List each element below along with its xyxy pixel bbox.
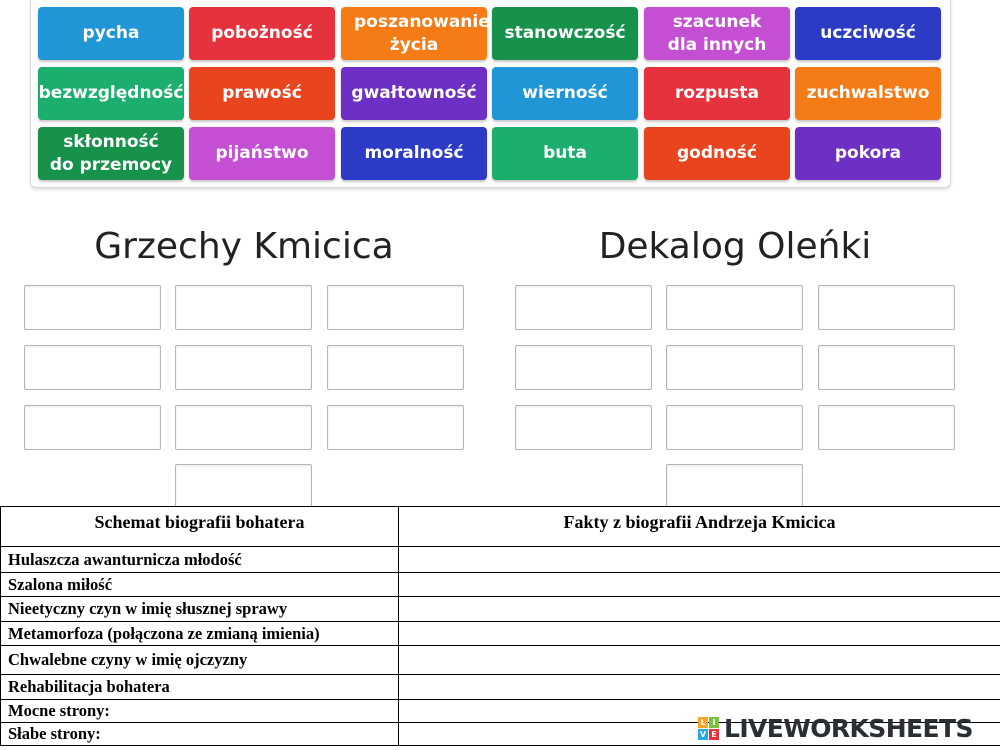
tile-label: uczciwość bbox=[820, 23, 916, 43]
tile-wiernosc[interactable] bbox=[492, 67, 638, 120]
row-label: Mocne strony: bbox=[1, 700, 399, 723]
fact-input-cell[interactable] bbox=[399, 597, 1000, 622]
tile-label: prawość bbox=[222, 83, 302, 103]
tile-label: skłonność do przemocy bbox=[49, 131, 173, 175]
tile-uczciwosc[interactable] bbox=[795, 7, 941, 60]
table-row bbox=[1, 675, 1000, 700]
tile-pycha[interactable] bbox=[38, 7, 184, 60]
drop-slot[interactable] bbox=[24, 405, 161, 450]
tile-szacunek-dla-innych[interactable] bbox=[644, 7, 790, 60]
tile-label: buta bbox=[543, 143, 587, 163]
tile-label: gwałtowność bbox=[351, 83, 477, 103]
drop-slot[interactable] bbox=[515, 405, 652, 450]
drop-slot[interactable] bbox=[818, 405, 955, 450]
table-row bbox=[1, 597, 1000, 622]
drop-slot[interactable] bbox=[175, 285, 312, 330]
row-label: Chwalebne czyny w imię ojczyzny bbox=[1, 646, 399, 675]
mark-letter: I bbox=[709, 717, 719, 728]
fact-input[interactable] bbox=[399, 652, 1000, 670]
tile-label: zuchwalstwo bbox=[806, 83, 930, 103]
fact-input-cell[interactable] bbox=[399, 675, 1000, 700]
tile-poszanowanie-zycia[interactable] bbox=[341, 7, 490, 60]
tile-buta[interactable] bbox=[492, 127, 638, 180]
fact-input-cell[interactable] bbox=[399, 622, 1000, 646]
tile-label: rozpusta bbox=[675, 83, 759, 103]
tile-label: bezwzględność bbox=[38, 83, 184, 103]
row-label: Rehabilitacja bohatera bbox=[1, 675, 399, 700]
fact-input-cell[interactable] bbox=[399, 573, 1000, 597]
biography-table bbox=[0, 506, 1000, 746]
fact-input-cell[interactable] bbox=[399, 547, 1000, 573]
group-title-dekalog-olenki: Dekalog Oleńki bbox=[598, 226, 872, 267]
drop-slot[interactable] bbox=[24, 285, 161, 330]
column-header-schemat: Schemat biografii bohatera bbox=[1, 507, 399, 547]
group-title-grzechy-kmicica: Grzechy Kmicica bbox=[94, 226, 394, 267]
row-label: Metamorfoza (połączona ze zmianą imienia) bbox=[1, 622, 399, 646]
tile-rozpusta[interactable] bbox=[644, 67, 790, 120]
tile-bezwzglednosc[interactable] bbox=[38, 67, 184, 120]
row-label: Szalona miłość bbox=[1, 573, 399, 597]
row-label: Słabe strony: bbox=[1, 723, 399, 746]
table-row bbox=[1, 646, 1000, 675]
table-row bbox=[1, 547, 1000, 573]
drop-slot[interactable] bbox=[175, 405, 312, 450]
tile-pijanstwo[interactable] bbox=[189, 127, 335, 180]
drop-slot[interactable] bbox=[666, 405, 803, 450]
tile-pokora[interactable] bbox=[795, 127, 941, 180]
fact-input[interactable] bbox=[399, 626, 1000, 644]
liveworksheets-mark-icon bbox=[698, 717, 720, 741]
tile-label: poszanowanie życia bbox=[354, 11, 490, 55]
tile-bank bbox=[30, 0, 951, 188]
tile-label: pobożność bbox=[211, 23, 313, 43]
table-row bbox=[1, 622, 1000, 646]
drop-slot[interactable] bbox=[175, 345, 312, 390]
tile-poboznosc[interactable] bbox=[189, 7, 335, 60]
row-label: Hulaszcza awanturnicza młodość bbox=[1, 547, 399, 573]
drop-slot[interactable] bbox=[327, 345, 464, 390]
tile-stanowczosc[interactable] bbox=[492, 7, 638, 60]
drop-slot[interactable] bbox=[666, 464, 803, 509]
tile-sklonnosc-do-przemocy[interactable] bbox=[38, 127, 184, 180]
table-row bbox=[1, 573, 1000, 597]
drop-slot[interactable] bbox=[175, 464, 312, 509]
fact-input[interactable] bbox=[399, 552, 1000, 570]
tile-label: moralność bbox=[364, 143, 464, 163]
tile-label: szacunek dla innych bbox=[667, 11, 767, 55]
drop-slot[interactable] bbox=[666, 345, 803, 390]
table-header-row bbox=[1, 507, 1000, 547]
mark-letter: L bbox=[698, 717, 708, 728]
drop-slot[interactable] bbox=[818, 285, 955, 330]
liveworksheets-logo bbox=[698, 716, 973, 742]
drop-slot[interactable] bbox=[327, 285, 464, 330]
tile-prawosc[interactable] bbox=[189, 67, 335, 120]
fact-input[interactable] bbox=[399, 601, 1000, 619]
drop-slot[interactable] bbox=[515, 285, 652, 330]
column-header-fakty: Fakty z biografii Andrzeja Kmicica bbox=[399, 507, 1000, 547]
tile-label: godność bbox=[677, 143, 757, 163]
row-label: Nieetyczny czyn w imię słusznej sprawy bbox=[1, 597, 399, 622]
fact-input[interactable] bbox=[399, 679, 1000, 697]
mark-letter: E bbox=[709, 729, 719, 740]
mark-letter: V bbox=[699, 730, 707, 739]
tile-zuchwalstwo[interactable] bbox=[795, 67, 941, 120]
liveworksheets-wordmark: LIVEWORKSHEETS bbox=[724, 714, 973, 743]
fact-input[interactable] bbox=[399, 577, 1000, 595]
tile-label: pycha bbox=[82, 23, 140, 43]
drop-slot[interactable] bbox=[327, 405, 464, 450]
tile-label: pijaństwo bbox=[215, 143, 309, 163]
tile-label: stanowczość bbox=[504, 23, 626, 43]
tile-gwaltownosc[interactable] bbox=[341, 67, 487, 120]
drop-slot[interactable] bbox=[515, 345, 652, 390]
fact-input-cell[interactable] bbox=[399, 646, 1000, 675]
tile-label: wierność bbox=[522, 83, 608, 103]
drop-slot[interactable] bbox=[818, 345, 955, 390]
tile-moralnosc[interactable] bbox=[341, 127, 487, 180]
drop-slot[interactable] bbox=[666, 285, 803, 330]
tile-godnosc[interactable] bbox=[644, 127, 790, 180]
tile-label: pokora bbox=[834, 143, 902, 163]
drop-slot[interactable] bbox=[24, 345, 161, 390]
